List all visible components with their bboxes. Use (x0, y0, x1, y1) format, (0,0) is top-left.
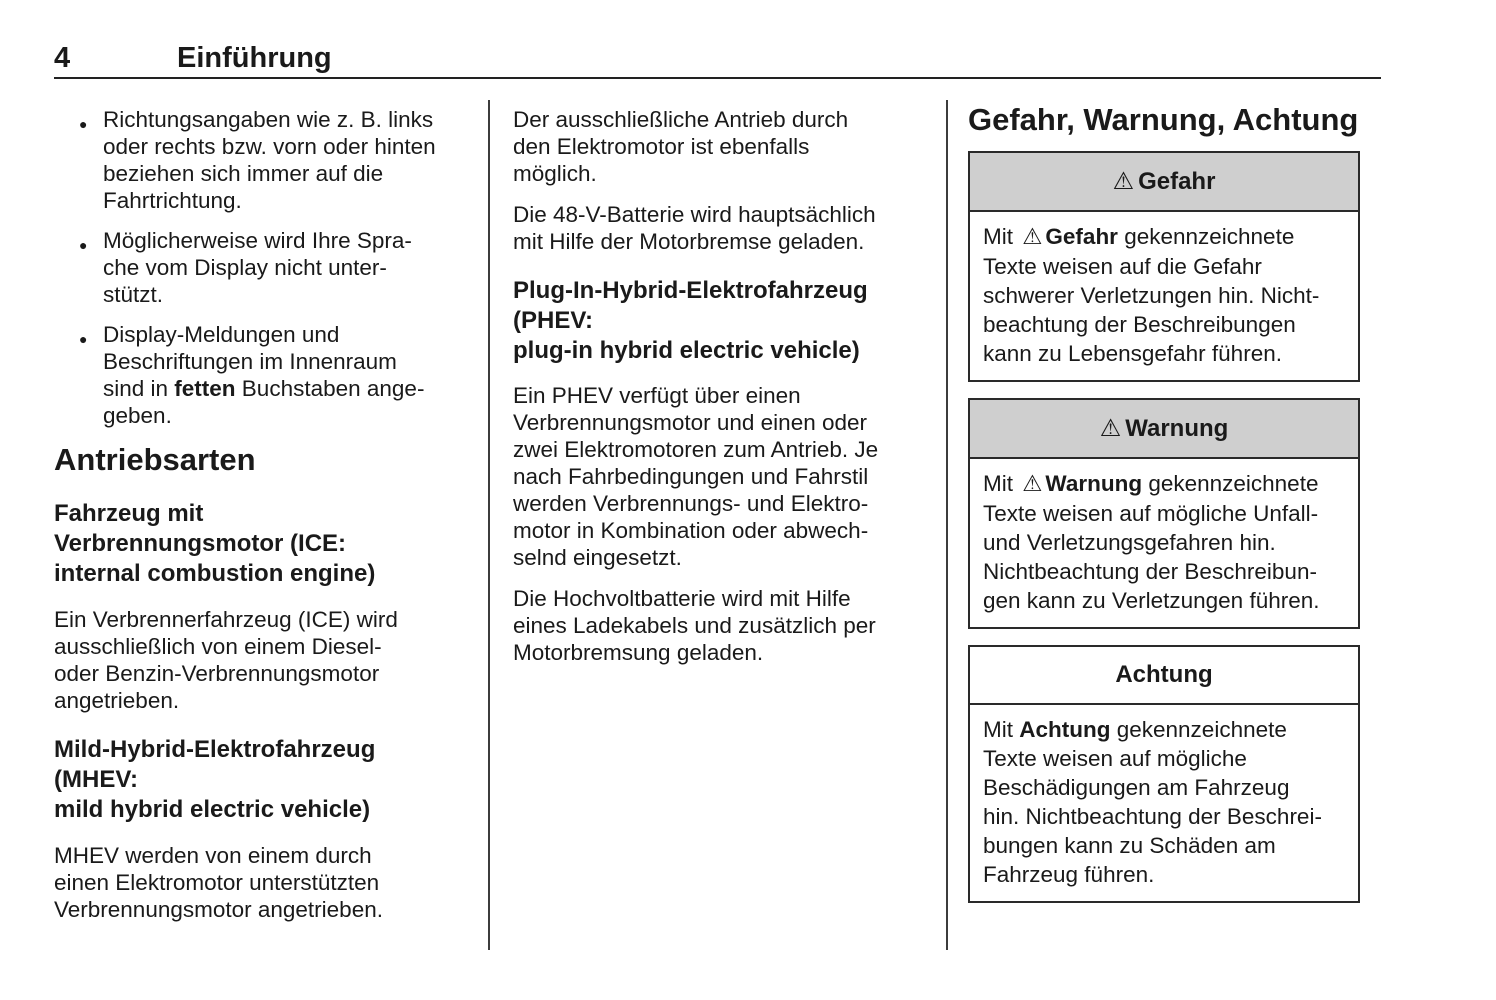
bullet-text: Richtungsangaben wie z. B. links oder rechts bzw. vorn oder hinten beziehen sich immer auf die Fahrtrichtung. (103, 107, 436, 213)
page-title: Einführung (177, 42, 332, 74)
caution-box (968, 645, 1360, 903)
page-number: 4 (54, 42, 71, 74)
antriebsarten-heading: Antriebsarten (54, 442, 256, 477)
warning-triangle-icon: ⚠ (1022, 224, 1043, 250)
bullet-item-display-messages (54, 321, 468, 429)
electric-drive-paragraph: Der ausschließliche Antrieb durch den Elektromotor ist ebenfalls möglich. (513, 107, 849, 186)
caution-box-title: Achtung (1115, 661, 1213, 688)
warning-box-header (970, 400, 1358, 459)
intro-bullet-list (54, 106, 468, 429)
bullet-text-bold: fetten (174, 376, 236, 401)
danger-body-text: gekennzeichnete Texte weisen auf die Gefahr schwerer Verletzungen hin. Nicht- beachtung der Beschreibungen kann zu Lebensgefahr führen. (983, 224, 1320, 366)
column-divider-1 (488, 100, 490, 950)
ice-paragraph: Ein Verbrennerfahrzeug (ICE) wird ausschließlich von einem Diesel- oder Benzin-Verbrennungsmotor angetrieben. (54, 607, 398, 713)
warning-triangle-icon: ⚠ (1099, 414, 1122, 442)
bullet-item-directions (54, 106, 468, 214)
caution-body-text: Mit (983, 717, 1020, 742)
header-rule (54, 77, 1381, 79)
column-divider-2 (946, 100, 948, 950)
danger-box-header (970, 153, 1358, 212)
warning-body-text: gekennzeichnete Texte weisen auf mögliche Unfall- und Verletzungsgefahren hin. Nichtbeachtung der Beschreibun- gen kann zu Verletzungen führen. (983, 471, 1320, 613)
warnings-heading: Gefahr, Warnung, Achtung (968, 102, 1359, 137)
column-left (54, 100, 468, 923)
caution-box-body (970, 705, 1358, 901)
column-middle (513, 100, 923, 666)
danger-box-body (970, 212, 1358, 380)
warning-box-body (970, 459, 1358, 627)
warning-box (968, 398, 1360, 629)
caution-box-header (970, 647, 1358, 705)
danger-body-keyword: Gefahr (1045, 224, 1118, 249)
danger-body-text: Mit (983, 224, 1020, 249)
phev-paragraph: Ein PHEV verfügt über einen Verbrennungsmotor und einen oder zwei Elektromotoren zum Antrieb. Je nach Fahrbedingungen und Fahrstil werden Verbrennungs- und Elektro- motor in Kombination oder abwech- selnd eingesetzt. (513, 383, 879, 570)
ice-subheading: Fahrzeug mit Verbrennungsmotor (ICE: internal combustion engine) (54, 500, 376, 587)
caution-body-text: gekennzeichnete Texte weisen auf mögliche Beschädigungen am Fahrzeug hin. Nichtbeachtung der Beschrei- bungen kann zu Schäden am Fahrzeug führen. (983, 717, 1322, 887)
high-voltage-battery-paragraph: Die Hochvoltbatterie wird mit Hilfe eines Ladekabels und zusätzlich per Motorbremsung geladen. (513, 586, 876, 665)
mhev-subheading: Mild-Hybrid-Elektrofahrzeug (MHEV: mild hybrid electric vehicle) (54, 736, 376, 823)
warning-box-title: Warnung (1125, 415, 1229, 442)
bullet-text: Buchstaben ange- geben. (103, 376, 425, 428)
mhev-paragraph: MHEV werden von einem durch einen Elektromotor unterstützten Verbrennungsmotor angetrieben. (54, 843, 383, 922)
warning-body-text: Mit (983, 471, 1020, 496)
phev-subheading: Plug-In-Hybrid-Elektrofahrzeug (PHEV: plug-in hybrid electric vehicle) (513, 277, 868, 364)
column-right (968, 100, 1360, 903)
bullet-text: Möglicherweise wird Ihre Spra- che vom Display nicht unter- stützt. (103, 228, 412, 307)
warning-triangle-icon: ⚠ (1112, 167, 1135, 195)
battery-48v-paragraph: Die 48-V-Batterie wird hauptsächlich mit Hilfe der Motorbremse geladen. (513, 202, 876, 254)
bullet-item-language (54, 227, 468, 308)
warning-body-keyword: Warnung (1045, 471, 1143, 496)
danger-box (968, 151, 1360, 382)
caution-body-keyword: Achtung (1019, 717, 1111, 742)
warning-triangle-icon: ⚠ (1022, 471, 1043, 497)
danger-box-title: Gefahr (1138, 168, 1216, 195)
bullet-text: Display-Meldungen und Beschriftungen im Innenraum sind in (103, 322, 397, 401)
